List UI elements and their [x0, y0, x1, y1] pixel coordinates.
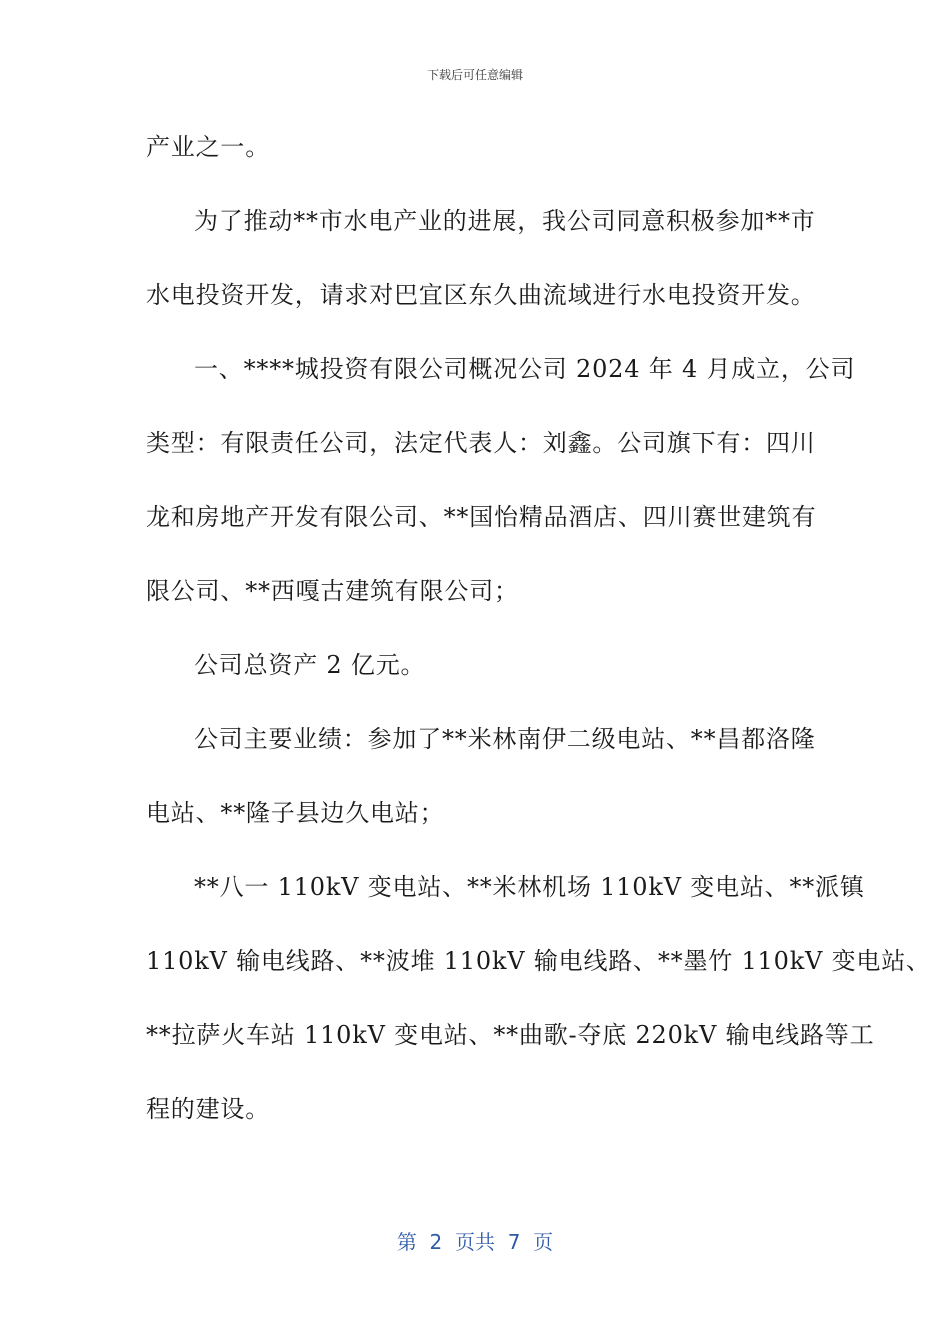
paragraph-line: 龙和房地产开发有限公司、**国怡精品酒店、四川赛世建筑有 [146, 503, 817, 531]
paragraph-line: 产业之一。 [146, 133, 270, 161]
paragraph-line: 限公司、**西嘎古建筑有限公司； [146, 577, 519, 605]
paragraph-line: 110kV 输电线路、**波堆 110kV 输电线路、**墨竹 110kV 变电站、 [146, 947, 931, 975]
paragraph-line: 类型：有限责任公司，法定代表人：刘鑫。公司旗下有：四川 [146, 429, 816, 457]
paragraph-line: 公司主要业绩：参加了**米林南伊二级电站、**昌都洛隆 [194, 725, 816, 753]
paragraph-line: 电站、**隆子县边久电站； [146, 799, 445, 827]
download-note: 下载后可任意编辑 [426, 68, 523, 82]
paragraph-line: **拉萨火车站 110kV 变电站、**曲歌-夺底 220kV 输电线路等工 [146, 1021, 875, 1049]
page-number: 第 2 页共 7 页 [396, 1230, 554, 1254]
paragraph-line: 公司总资产 2 亿元。 [194, 651, 426, 679]
paragraph-line: 为了推动**市水电产业的进展，我公司同意积极参加**市 [194, 207, 816, 235]
document-body [146, 120, 931, 1156]
paragraph-line: 程的建设。 [146, 1095, 270, 1123]
paragraph-line: 水电投资开发，请求对巴宜区东久曲流域进行水电投资开发。 [146, 281, 816, 309]
paragraph-line: 一、****城投资有限公司概况公司 2024 年 4 月成立，公司 [194, 355, 856, 383]
paragraph-line: **八一 110kV 变电站、**米林机场 110kV 变电站、**派镇 [194, 873, 865, 901]
